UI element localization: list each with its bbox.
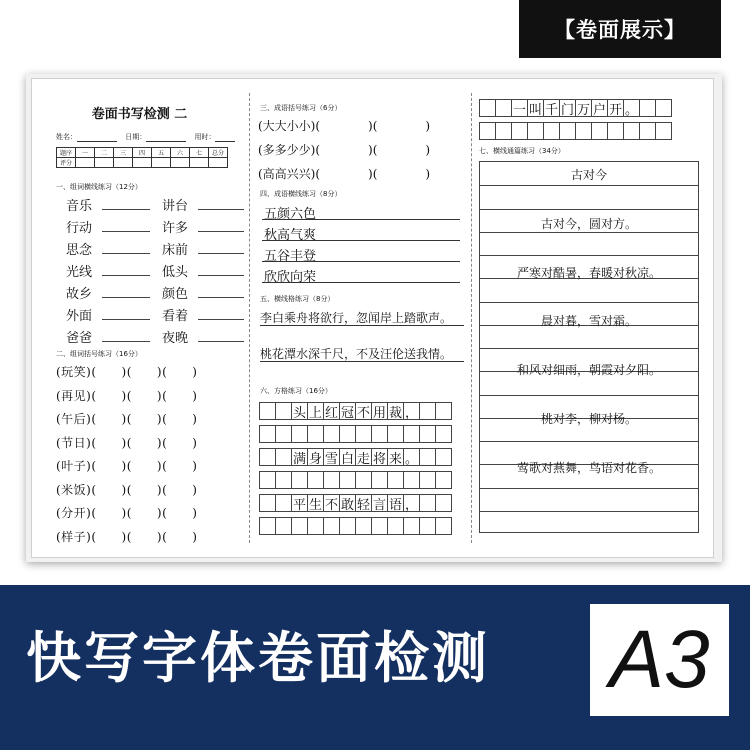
doc-title: 卷面书写检测 二	[91, 107, 188, 122]
grid-cell	[355, 425, 372, 443]
grid-cell: 身	[307, 448, 324, 466]
grid-cell: 用	[371, 402, 388, 420]
practice-word: 外面	[66, 309, 93, 324]
grid-cell: 红	[323, 402, 340, 420]
grid-row	[259, 494, 451, 512]
grid-cell	[371, 471, 388, 489]
idiom-word: 五颜六色	[264, 207, 317, 222]
grid-cell: 生	[307, 494, 324, 512]
grid-cell	[259, 517, 276, 535]
idiom-word: 欣欣向荣	[264, 270, 317, 285]
score-cell: 三	[114, 148, 133, 158]
grid-cell	[339, 517, 356, 535]
grid-row	[259, 517, 451, 535]
grid-cell	[371, 517, 388, 535]
answer-line	[198, 209, 244, 210]
grid-cell	[259, 494, 276, 512]
grid-cell	[495, 122, 512, 140]
answer-line	[262, 240, 460, 241]
answer-line	[102, 297, 150, 298]
essay-rule	[480, 209, 698, 210]
grid-cell	[275, 471, 292, 489]
essay-rule	[480, 511, 698, 512]
grid-cell	[435, 402, 452, 420]
answer-line	[198, 253, 244, 254]
practice-word: 音乐	[66, 199, 93, 214]
section1-title: 一、组词横线练习（12分）	[56, 183, 142, 191]
grid-cell	[591, 122, 608, 140]
score-cell: 五	[152, 148, 171, 158]
grid-cell	[323, 517, 340, 535]
grid-cell	[419, 448, 436, 466]
grid-row	[259, 425, 451, 443]
student-info	[56, 132, 241, 142]
grid-cell: 叫	[527, 99, 544, 117]
grid-cell	[259, 471, 276, 489]
grid-cell	[275, 517, 292, 535]
grid-cell	[655, 122, 672, 140]
grid-cell: 满	[291, 448, 308, 466]
grid-cell	[435, 425, 452, 443]
answer-line	[102, 319, 150, 320]
practice-word: 讲台	[162, 199, 189, 214]
grid-cell: ，	[403, 494, 420, 512]
grid-row	[259, 402, 451, 420]
grid-cell	[419, 517, 436, 535]
grid-cell	[387, 425, 404, 443]
grid-cell	[339, 425, 356, 443]
poem-line: 桃花潭水深千尺，不及汪伦送我情。	[260, 347, 453, 361]
grid-cell	[495, 99, 512, 117]
paren-row: (玩笑)( )( )( )	[56, 365, 198, 379]
answer-line	[102, 341, 150, 342]
grid-cell	[291, 471, 308, 489]
answer-line	[102, 209, 150, 210]
practice-word: 爸爸	[66, 331, 93, 346]
grid-cell: 平	[291, 494, 308, 512]
grid-cell: 门	[559, 99, 576, 117]
grid-cell	[543, 122, 560, 140]
grid-cell: 将	[371, 448, 388, 466]
grid-cell	[511, 122, 528, 140]
writing-line	[260, 361, 464, 362]
grid-cell: 上	[307, 402, 324, 420]
grid-cell	[355, 517, 372, 535]
grid-row	[259, 448, 451, 466]
score-cell: 二	[95, 148, 114, 158]
practice-word: 思念	[66, 243, 93, 258]
grid-cell	[527, 122, 544, 140]
grid-cell: 白	[339, 448, 356, 466]
essay-rule	[480, 488, 698, 489]
answer-line	[198, 341, 244, 342]
grid-cell	[419, 425, 436, 443]
answer-line	[262, 282, 460, 283]
paren-row: (叶子)( )( )( )	[56, 459, 198, 473]
grid-cell	[403, 517, 420, 535]
paren-row: (分开)( )( )( )	[56, 506, 198, 520]
practice-word: 光线	[66, 265, 93, 280]
grid-cell	[307, 517, 324, 535]
column-divider	[471, 93, 472, 543]
grid-cell	[291, 517, 308, 535]
practice-word: 夜晚	[162, 331, 189, 346]
answer-line	[102, 253, 150, 254]
column-divider	[249, 93, 250, 543]
paren-row: (再见)( )( )( )	[56, 388, 198, 403]
grid-cell	[259, 448, 276, 466]
display-badge: 【卷面展示】	[519, 0, 721, 58]
essay-line-text: 严寒对酷暑，春暖对秋凉。	[516, 265, 661, 280]
grid-cell	[559, 122, 576, 140]
grid-cell: ，	[403, 402, 420, 420]
grid-cell: 一	[511, 99, 528, 117]
paren-row: (样子)( )( )( )	[56, 529, 198, 544]
grid-cell	[655, 99, 672, 117]
grid-cell	[259, 425, 276, 443]
grid-cell	[435, 517, 452, 535]
grid-cell	[419, 494, 436, 512]
answer-line	[198, 231, 244, 232]
practice-word: 行动	[66, 221, 93, 236]
grid-cell	[479, 99, 496, 117]
grid-cell	[259, 402, 276, 420]
grid-row	[479, 122, 671, 140]
score-cell: 题序	[57, 148, 76, 158]
grid-cell	[607, 122, 624, 140]
poem-line: 李白乘舟将欲行，忽闻岸上踏歌声。	[260, 311, 453, 325]
section7-title: 七、横线通篇练习（34分）	[479, 147, 565, 155]
writing-line	[260, 325, 464, 326]
grid-cell	[639, 99, 656, 117]
idiom-paren-row: (多多少少)( )( )	[258, 143, 431, 157]
grid-cell: 千	[543, 99, 560, 117]
grid-row	[259, 471, 451, 489]
grid-cell: 。	[623, 99, 640, 117]
banner-title: 快写字体卷面检测	[26, 626, 491, 690]
name-label: 姓名：	[56, 133, 77, 141]
practice-word: 故乡	[66, 287, 93, 302]
grid-cell	[307, 471, 324, 489]
time-label: 用时：	[194, 133, 216, 141]
score-cell: 评分	[57, 158, 76, 168]
size-badge	[590, 604, 729, 716]
grid-cell	[323, 471, 340, 489]
grid-cell	[387, 471, 404, 489]
grid-cell: 户	[591, 99, 608, 117]
date-label: 日期：	[125, 133, 147, 141]
practice-word: 许多	[162, 221, 189, 236]
grid-cell	[307, 425, 324, 443]
grid-cell	[419, 471, 436, 489]
grid-cell	[323, 425, 340, 443]
section2-title: 二、组词括号练习（16分）	[56, 350, 142, 358]
score-cell: 一	[76, 148, 95, 158]
essay-box	[479, 161, 699, 533]
essay-line-text: 和风对细雨，朝霞对夕阳。	[516, 363, 661, 378]
idiom-word: 秋高气爽	[264, 228, 317, 243]
paren-row: (午后)( )( )( )	[56, 412, 198, 426]
practice-word: 低头	[162, 265, 189, 280]
grid-cell: 万	[575, 99, 592, 117]
essay-line-text: 古对今，圆对方。	[540, 216, 637, 231]
grid-cell	[403, 425, 420, 443]
grid-cell	[387, 517, 404, 535]
grid-cell	[371, 425, 388, 443]
score-table	[56, 147, 228, 168]
essay-rule	[480, 395, 698, 396]
answer-line	[262, 219, 460, 220]
score-cell: 七	[190, 148, 209, 158]
grid-cell	[275, 425, 292, 443]
grid-cell: 裁	[387, 402, 404, 420]
grid-cell: 语	[387, 494, 404, 512]
grid-cell	[639, 122, 656, 140]
exam-sheet	[31, 78, 714, 558]
practice-word: 颜色	[162, 287, 189, 302]
grid-cell: 不	[355, 402, 372, 420]
grid-cell	[291, 425, 308, 443]
essay-rule	[480, 185, 698, 186]
answer-line	[262, 261, 460, 262]
grid-cell	[435, 448, 452, 466]
essay-line-text: 桃对李，柳对杨。	[540, 412, 637, 427]
essay-rule	[480, 232, 698, 233]
grid-cell: 走	[355, 448, 372, 466]
grid-cell: 不	[323, 494, 340, 512]
grid-cell: 敢	[339, 494, 356, 512]
grid-cell	[275, 402, 292, 420]
grid-cell: 轻	[355, 494, 372, 512]
grid-cell	[575, 122, 592, 140]
score-cell: 六	[171, 148, 190, 158]
grid-cell: 雪	[323, 448, 340, 466]
essay-rule	[480, 255, 698, 256]
grid-cell: 言	[371, 494, 388, 512]
answer-line	[102, 231, 150, 232]
idiom-paren-row: (高高兴兴)( )( )	[258, 167, 431, 181]
grid-cell	[275, 448, 292, 466]
grid-cell	[275, 494, 292, 512]
section4-title: 四、成语横线练习（8分）	[260, 190, 342, 198]
size-label: A3	[609, 614, 710, 705]
grid-row	[479, 99, 671, 117]
paren-row: (节日)( )( )( )	[56, 435, 198, 450]
section6-title: 六、方格练习（16分）	[260, 387, 332, 395]
grid-cell	[339, 471, 356, 489]
practice-word: 床前	[162, 243, 189, 258]
grid-cell	[419, 402, 436, 420]
grid-cell: 头	[291, 402, 308, 420]
answer-line	[198, 275, 244, 276]
grid-cell	[435, 471, 452, 489]
grid-cell	[479, 122, 496, 140]
essay-rule	[480, 302, 698, 303]
practice-word: 看着	[162, 309, 189, 324]
grid-cell	[355, 471, 372, 489]
idiom-word: 五谷丰登	[264, 249, 317, 264]
answer-line	[198, 319, 244, 320]
grid-cell	[403, 471, 420, 489]
section5-title: 五、横线格练习（8分）	[260, 295, 335, 303]
paren-row: (米饭)( )( )( )	[56, 482, 198, 497]
essay-rule	[480, 348, 698, 349]
grid-cell: 来	[387, 448, 404, 466]
answer-line	[102, 275, 150, 276]
answer-line	[198, 297, 244, 298]
grid-cell	[623, 122, 640, 140]
grid-cell	[435, 494, 452, 512]
grid-cell: 。	[403, 448, 420, 466]
idiom-paren-row: (大大小小)( )( )	[258, 119, 431, 133]
score-cell: 四	[133, 148, 152, 158]
grid-cell: 开	[607, 99, 624, 117]
score-cell: 总分	[209, 148, 228, 158]
grid-cell: 冠	[339, 402, 356, 420]
essay-line-text: 晨对暮，雪对霜。	[540, 314, 637, 329]
section3-title: 三、成语括号练习（6分）	[260, 104, 342, 112]
essay-line-text: 莺歌对燕舞，鸟语对花香。	[516, 460, 661, 475]
essay-rule	[480, 441, 698, 442]
essay-line-text: 古对今	[570, 168, 607, 182]
